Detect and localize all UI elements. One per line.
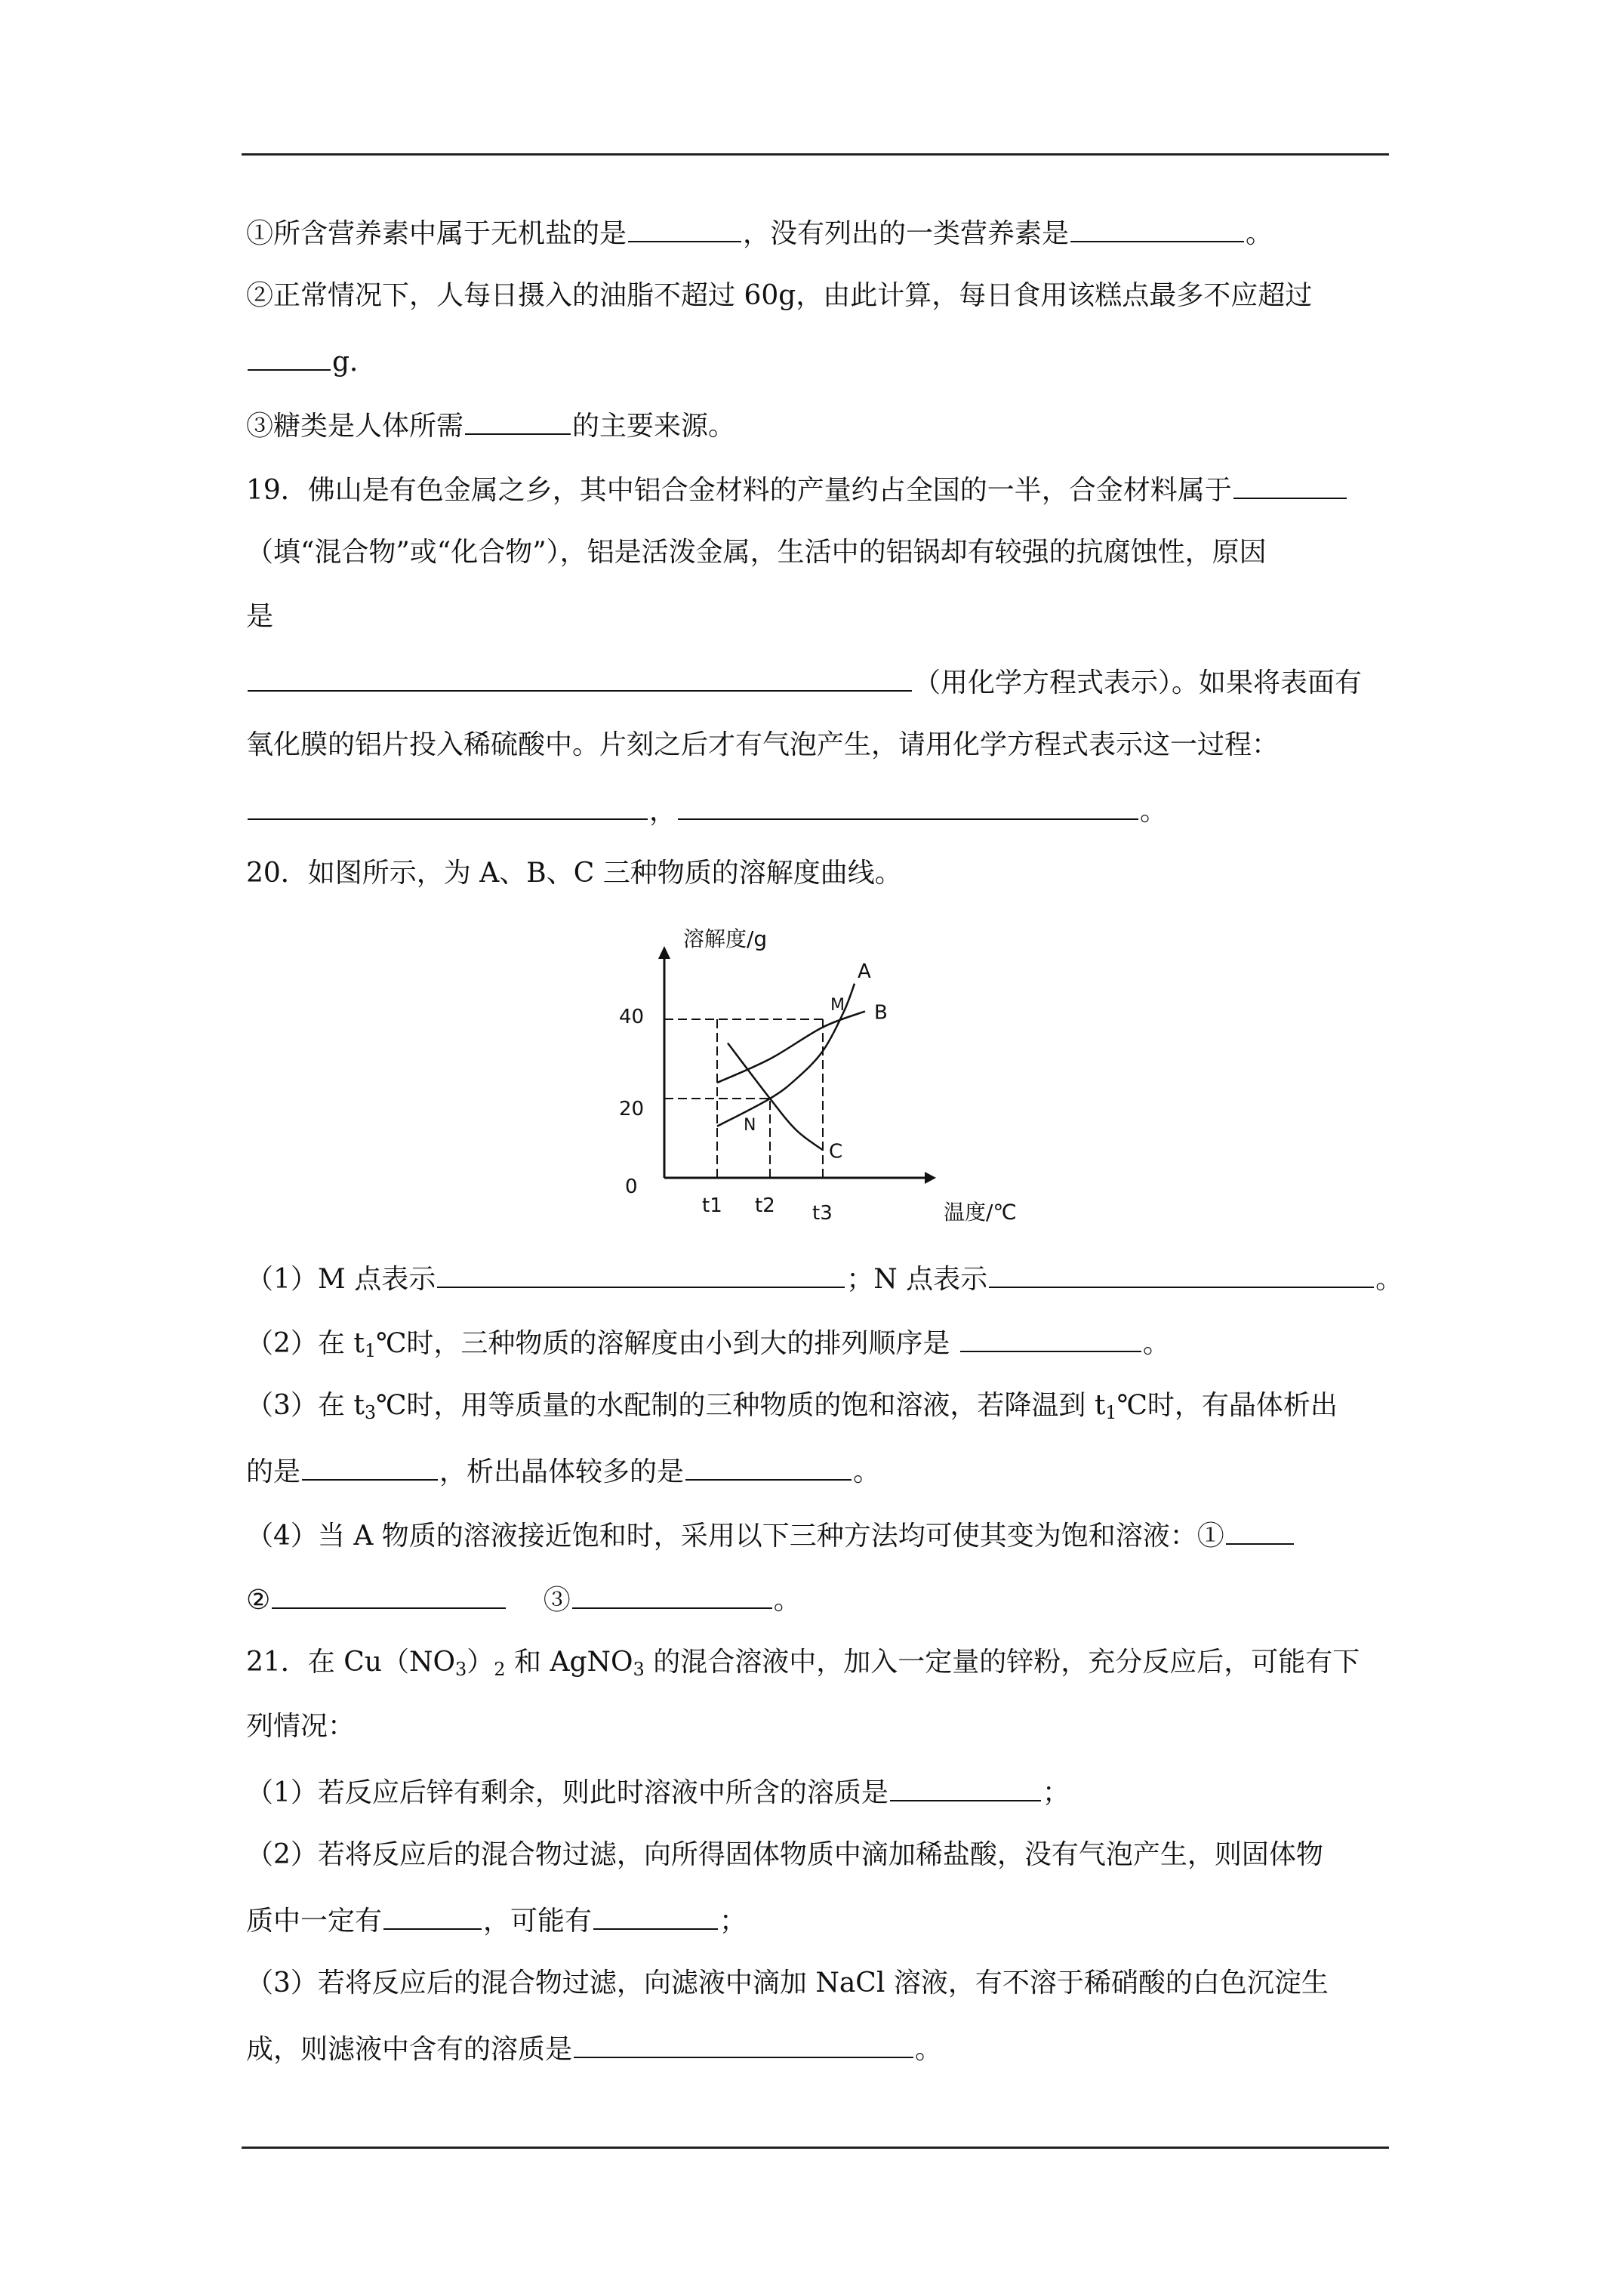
subscript: 3 [633,1659,645,1680]
text-segment: ， [649,796,677,827]
text-segment: ② [246,1585,271,1616]
y-axis-label: 溶解度/g [683,926,768,951]
answer-blank[interactable] [678,793,1138,820]
text-line [246,215,1273,251]
x-axis-arrow [925,1172,936,1184]
text-segment: （填“混合物”或“化合物”），铝是活泼金属，生活中的铝锅却有较强的抗腐蚀性，原因 [246,537,1267,568]
text-segment: 。 [1142,1328,1170,1359]
text-segment: ℃时，三种物质的溶解度由小到大的排列顺序是 [376,1328,959,1359]
text-line [246,2031,942,2066]
text-segment: ②正常情况下，人每日摄入的油脂不超过 60g，由此计算，每日食用该糕点最多不应超过 [246,280,1313,311]
answer-blank[interactable] [248,793,648,820]
text-segment: 和 AgNO [505,1647,633,1678]
curve-C [728,1043,823,1151]
x-tick-label: t2 [755,1194,775,1217]
answer-blank[interactable] [248,664,912,692]
answer-blank[interactable] [383,1903,482,1930]
text-segment: 20．如图所示，为 A、B、C 三种物质的溶解度曲线。 [246,858,902,889]
series-label-B: B [874,1001,888,1025]
subscript: 1 [364,1340,377,1361]
answer-blank[interactable] [628,215,741,242]
y-tick-label: 20 [619,1098,645,1120]
text-segment: 。 [773,1585,801,1616]
text-segment: 。 [915,2034,943,2065]
text-line [246,1710,355,1743]
x-axis-label: 温度/℃ [944,1200,1017,1225]
subscript: 2 [494,1659,506,1680]
solubility-chart [604,917,1057,1234]
text-segment: 。 [1246,218,1273,249]
text-segment: ； [1042,1777,1070,1808]
text-segment: ；N 点表示 [846,1264,988,1295]
text-segment: 成，则滤液中含有的溶质是 [246,2034,573,2065]
answer-blank[interactable] [572,1582,772,1609]
text-segment: ，没有列出的一类营养素是 [743,218,1070,249]
text-line [246,1582,801,1617]
text-segment: 。 [1375,1264,1403,1295]
text-line [246,279,1312,313]
answer-blank[interactable] [989,1261,1374,1288]
point-label-M: M [830,996,845,1015]
text-segment: 的是 [246,1456,301,1487]
text-segment: （3）在 t [246,1390,365,1421]
text-line [246,472,1348,507]
answer-blank[interactable] [1233,472,1347,499]
text-segment: ，析出晶体较多的是 [439,1456,685,1487]
answer-blank[interactable] [302,1453,438,1481]
chart-guides [664,1019,823,1178]
text-segment: ℃时，有晶体析出 [1116,1390,1338,1421]
y-tick-label: 40 [619,1006,645,1028]
text-segment: （用化学方程式表示）。如果将表面有 [913,667,1363,698]
answer-blank[interactable] [1070,215,1244,242]
answer-blank[interactable] [574,2031,913,2058]
answer-blank[interactable] [593,1903,718,1930]
text-segment: ； [719,1906,747,1937]
text-line [246,1325,1170,1361]
text-segment: （1）若反应后锌有剩余，则此时溶液中所含的溶质是 [246,1777,888,1808]
text-segment: ） [467,1647,494,1678]
text-segment: 质中一定有 [246,1906,383,1937]
text-segment: ③ [507,1585,571,1616]
text-segment: ℃时，用等质量的水配制的三种物质的饱和溶液，若降温到 t [376,1390,1106,1421]
answer-blank[interactable] [272,1582,506,1609]
text-line [246,857,902,890]
curve-B [717,1012,865,1083]
text-segment: ，可能有 [483,1906,593,1937]
text-segment: （1）M 点表示 [246,1264,436,1295]
text-segment: 21．在 Cu（NO [246,1647,455,1678]
text-line [246,1453,880,1489]
text-line [246,664,1362,700]
point-label-N: N [744,1116,756,1135]
text-line [246,536,1267,569]
text-segment: 列情况： [246,1711,356,1742]
text-line [246,793,1167,828]
x-tick-label: t1 [702,1194,722,1217]
bottom-rule [242,2147,1389,2149]
subscript: 1 [1105,1402,1117,1423]
x-tick-label: t3 [812,1202,833,1225]
series-label-C: C [829,1140,843,1163]
top-rule [242,153,1389,156]
text-segment: 是 [246,601,274,632]
text-segment: 的主要来源。 [572,411,736,442]
text-line [246,1967,1329,2000]
text-line [246,1903,747,1938]
answer-blank[interactable] [465,408,571,435]
text-segment: 。 [853,1456,881,1487]
text-line [246,1518,1295,1553]
text-segment: 的混合溶液中，加入一定量的锌粉，充分反应后，可能有下 [644,1647,1360,1678]
text-segment: 。 [1140,796,1168,827]
chart-labels [619,960,888,1225]
text-line [246,1774,1070,1810]
text-line [246,729,1279,762]
text-line [246,1261,1403,1296]
text-segment: 氧化膜的铝片投入稀硫酸中。片刻之后才有气泡产生，请用化学方程式表示这一过程： [246,729,1280,760]
text-line [246,344,377,379]
text-line [246,1646,1360,1679]
text-line [246,408,735,443]
text-segment: 19．佛山是有色金属之乡，其中铝合金材料的产量约占全国的一半，合金材料属于 [246,475,1232,506]
text-segment: ③糖类是人体所需 [246,411,464,442]
y-tick-label: 0 [625,1176,638,1198]
answer-blank[interactable] [685,1453,852,1481]
text-segment: （2）若将反应后的混合物过滤，向所得固体物质中滴加稀盐酸，没有气泡产生，则固体物 [246,1839,1323,1870]
text-segment: （4）当 A 物质的溶液接近饱和时，采用以下三种方法均可使其变为饱和溶液：① [246,1521,1224,1552]
y-axis-arrow [658,946,670,959]
text-segment: ①所含营养素中属于无机盐的是 [246,218,627,249]
subscript: 3 [455,1659,467,1680]
text-line [246,1838,1323,1872]
text-segment: （2）在 t [246,1328,365,1359]
text-segment: （3）若将反应后的混合物过滤，向滤液中滴加 NaCl 溶液，有不溶于稀硝酸的白色沉淀生 [246,1968,1329,1999]
answer-blank[interactable] [960,1325,1141,1352]
series-label-A: A [858,960,871,983]
answer-blank[interactable] [437,1261,845,1288]
text-line [246,600,273,633]
text-line [246,1389,1338,1422]
subscript: 3 [364,1402,377,1423]
answer-blank[interactable] [248,344,331,371]
text-segment: g． [332,347,377,378]
answer-blank[interactable] [890,1774,1041,1801]
answer-blank[interactable] [1226,1518,1294,1545]
